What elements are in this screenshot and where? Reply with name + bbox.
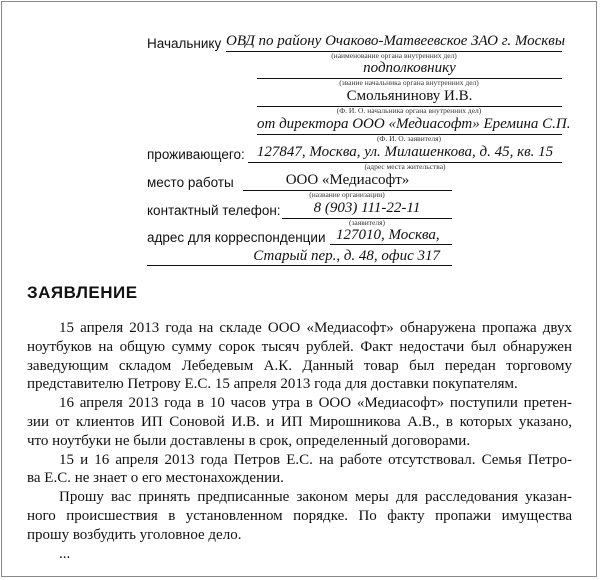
applicant-value: от директора ООО «Медиасофт» Еремина С.П.	[257, 116, 562, 135]
correspondence-value-line1: 127010, Москва,	[330, 227, 452, 245]
paragraph-3-line-2: ва Е.С. не знает о его местонахождении.	[27, 470, 284, 487]
statement-body	[27, 319, 572, 563]
recipient-label: Начальнику	[147, 36, 222, 51]
phone-caption: (заявителя)	[348, 218, 386, 227]
correspondence-row-2	[147, 248, 452, 268]
paragraph-4-line-3: прошу возбудить уголовное дело.	[27, 526, 242, 543]
paragraph-1-line-4: представителю Петрову Е.С. 15 апреля 2013 года для доставки покупателям.	[27, 376, 518, 393]
workplace-row	[147, 172, 452, 199]
phone-label: контактный телефон:	[147, 203, 281, 218]
residence-value: 127847, Москва, ул. Милашенкова, д. 45, кв. 15	[248, 144, 562, 163]
paragraph-4-line-2: ного происшествия в установленном порядке. По факту пропажи имущества	[27, 507, 572, 524]
applicant-caption: (Ф. И. О. заявителя)	[376, 134, 442, 143]
statement-heading: ЗАЯВЛЕНИЕ	[27, 283, 138, 302]
phone-row	[147, 200, 452, 227]
recipient-name-row	[257, 88, 562, 115]
paragraph-2-line-2: зии от клиентов ИП Соновой И.В. и ИП Мирошникова А.В., в которых указано,	[27, 413, 572, 430]
applicant-row	[257, 116, 571, 143]
correspondence-value-line2: Старый пер., д. 48, офис 317	[147, 248, 452, 266]
recipient-name-caption: (Ф. И. О. начальника органа внутренних дел)	[336, 106, 482, 115]
paragraph-2-line-1: 16 апреля 2013 года в 10 часов утра в ООО «Медиасофт» поступили претен-	[59, 395, 572, 412]
recipient-organization-row	[147, 33, 565, 60]
residence-label: проживающего:	[147, 147, 245, 162]
residence-caption: (адрес места жительства)	[364, 162, 446, 171]
recipient-rank-caption: (звание начальника органа внутренних дел)	[339, 78, 479, 87]
phone-value: 8 (903) 111-22-11	[282, 200, 452, 219]
recipient-organization-value: ОВД по району Очаково-Матвеевское ЗАО г. Москвы	[226, 33, 562, 52]
workplace-value: ООО «Медиасофт»	[243, 172, 452, 191]
paragraph-1-line-2: ноутбуков на общую сумму сорок тысяч рублей. Факт недостачи был обнаружен	[27, 338, 572, 355]
correspondence-label: адрес для корреспонденции	[147, 230, 326, 245]
recipient-organization-caption: (наименование органа внутренних дел)	[331, 51, 457, 60]
recipient-rank-value: подполковнику	[257, 60, 562, 79]
paragraph-5-ellipsis: ...	[59, 545, 71, 562]
paragraph-3-line-1: 15 и 16 апреля 2013 года Петров Е.С. на работе отсутствовал. Семья Петро-	[59, 451, 572, 468]
paragraph-1-line-3: заведующим складом Лебедевым А.К. Данный товар был передан торговому	[27, 357, 572, 374]
workplace-caption: (название организации)	[309, 190, 385, 199]
workplace-label: место работы	[147, 175, 234, 190]
recipient-name-value: Смольянинову И.В.	[257, 88, 562, 107]
correspondence-row	[147, 227, 452, 247]
recipient-rank-row	[257, 60, 562, 87]
paragraph-4-line-1: Прошу вас принять предписанные законом меры для расследования указан-	[59, 489, 572, 506]
residence-row	[147, 144, 562, 171]
paragraph-1-line-1: 15 апреля 2013 года на складе ООО «Медиасофт» обнаружена пропажа двух	[59, 320, 572, 336]
paragraph-2-line-3: что ноутбуки не были доставлены в срок, определенный договорами.	[27, 432, 471, 449]
